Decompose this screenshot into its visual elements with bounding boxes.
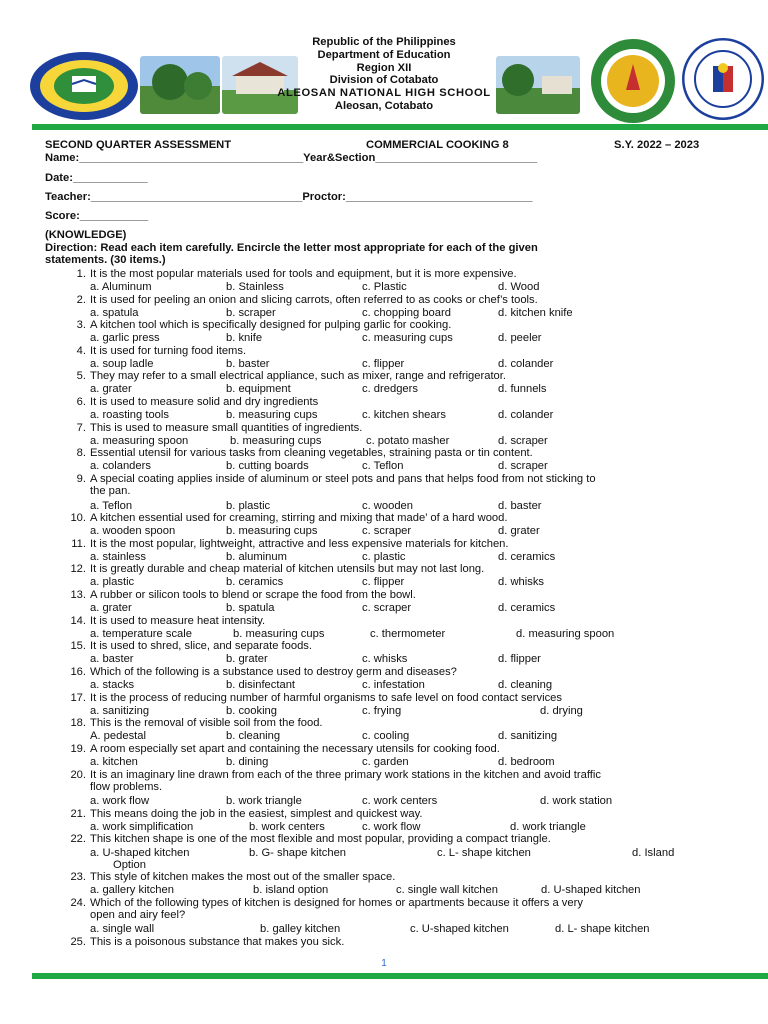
question-text: It is the process of reducing number of harmful organisms to safe level on food contact services [90,692,562,704]
answer-option[interactable]: d. ceramics [498,602,556,614]
answer-option[interactable]: d. funnels [498,383,547,395]
answer-option[interactable]: a. stacks [90,679,135,691]
question-text: It is used for turning food items. [90,345,247,357]
footer-divider [32,973,768,979]
answer-option-continued: Option [113,859,146,871]
page-number: 1 [381,958,387,969]
question-text: A room especially set apart and containing the necessary utensils for cooking food. [90,743,500,755]
answer-option[interactable]: c. dredgers [362,383,418,395]
question-text: A special coating applies inside of aluminum or steel pots and pans that helps food from not sticking to [90,473,596,485]
answer-option[interactable]: a. U-shaped kitchen [90,847,190,859]
date-field[interactable]: Date:____________ [45,172,148,184]
answer-option[interactable]: c. frying [362,705,402,717]
answer-option[interactable]: d. colander [498,358,554,370]
question-number: 10. [70,512,86,524]
question-text: It is used to shred, slice, and separate foods. [90,640,313,652]
answer-option[interactable]: d. cleaning [498,679,553,691]
answer-option[interactable]: c. whisks [362,653,408,665]
question-text: It is used for peeling an onion and slicing carrots, often referred to as cooks or chef’s tools. [90,294,538,306]
answer-option[interactable]: c. wooden [362,500,413,512]
answer-option[interactable]: a. spatula [90,307,139,319]
answer-option[interactable]: c. flipper [362,358,405,370]
answer-option[interactable]: c. garden [362,756,409,768]
question-text: This means doing the job in the easiest, simplest and quickest way. [90,808,423,820]
answer-option[interactable]: d. colander [498,409,554,421]
answer-option[interactable]: a. kitchen [90,756,138,768]
answer-option[interactable]: d. work triangle [510,821,586,833]
header-line-address: Aleosan, Cotabato [334,99,434,112]
answer-option[interactable]: c. scraper [362,525,412,537]
question-text: A kitchen tool which is specifically designed for pulping garlic for cooking. [90,319,452,331]
question-text-continued: the pan. [90,485,131,497]
answer-option[interactable]: a. garlic press [90,332,160,344]
answer-option[interactable]: a. baster [90,653,134,665]
answer-option[interactable]: a. colanders [90,460,151,472]
answer-option[interactable]: b. ceramics [226,576,284,588]
answer-option[interactable]: b. work centers [249,821,325,833]
question-text-continued: flow problems. [90,781,163,793]
question-text: This kitchen shape is one of the most flexible and most popular, providing a compact triangle. [90,833,551,845]
question-text: It is an imaginary line drawn from each of the three primary work stations in the kitchen and avoid traffic [90,769,601,781]
question-number: 7. [76,422,86,434]
answer-option[interactable]: b. aluminum [226,551,287,563]
answer-option[interactable]: d. scraper [498,460,548,472]
question-text: A kitchen essential used for creaming, stirring and mixing that made’ of a hard wood. [90,512,508,524]
question-text: Which of the following is a substance used to destroy germ and diseases? [90,666,457,678]
answer-option[interactable]: b. cooking [226,705,277,717]
answer-option[interactable]: b. measuring cups [226,525,318,537]
question-number: 23. [70,871,86,883]
answer-option[interactable]: d. Wood [498,281,540,293]
answer-option[interactable]: c. L- shape kitchen [437,847,531,859]
answer-option[interactable]: a. measuring spoon [90,435,189,447]
answer-option[interactable]: c. plastic [362,551,406,563]
question-number: 5. [76,370,86,382]
question-text: This is the removal of visible soil from the food. [90,717,323,729]
answer-option[interactable]: A. pedestal [90,730,146,742]
answer-option[interactable]: b. measuring cups [230,435,322,447]
question-number: 6. [76,396,86,408]
answer-option[interactable]: d. ceramics [498,551,556,563]
header-line-region: Region XII [356,61,412,74]
answer-option[interactable]: a. Aluminum [90,281,152,293]
teacher-field[interactable]: Teacher:__________________________________Proctor:______________________________ [45,191,533,203]
section-label: (KNOWLEDGE) [45,229,127,241]
question-number: 13. [70,589,86,601]
answer-option[interactable]: c. cooling [362,730,410,742]
direction-line-1: Direction: Read each item carefully. Encircle the letter most appropriate for each of the given [45,242,538,254]
answer-option[interactable]: b. equipment [226,383,291,395]
answer-option[interactable]: d. U-shaped kitchen [541,884,641,896]
question-text: This is a poisonous substance that makes you sick. [90,936,345,948]
answer-option[interactable]: c. measuring cups [362,332,453,344]
answer-option[interactable]: c. single wall kitchen [396,884,498,896]
question-number: 18. [70,717,86,729]
answer-option[interactable]: d. whisks [498,576,545,588]
answer-option[interactable]: d. grater [498,525,540,537]
answer-option[interactable]: b. scraper [226,307,276,319]
answer-option[interactable]: d. sanitizing [498,730,558,742]
answer-option[interactable]: b. knife [226,332,263,344]
answer-option[interactable]: a. work flow [90,795,150,807]
answer-option[interactable]: c. work flow [362,821,421,833]
header-line-deped: Department of Education [317,48,451,61]
answer-option[interactable]: a. sanitizing [90,705,150,717]
question-number: 9. [76,473,86,485]
header-line-division: Division of Cotabato [329,74,439,87]
header-line-republic: Republic of the Philippines [312,36,456,48]
answer-option[interactable]: b. grater [226,653,268,665]
score-field[interactable]: Score:___________ [45,210,149,222]
question-text: Which of the following types of kitchen is designed for homes or apartments because it offers a very [90,897,583,909]
question-number: 25. [70,936,86,948]
question-number: 16. [70,666,86,678]
answer-option[interactable]: d. baster [498,500,542,512]
answer-option[interactable]: d. drying [540,705,583,717]
answer-option[interactable]: b. Stainless [226,281,284,293]
answer-option[interactable]: b. G- shape kitchen [249,847,347,859]
question-number: 14. [70,615,86,627]
answer-option[interactable]: d. peeler [498,332,542,344]
answer-option[interactable]: b. spatula [226,602,275,614]
answer-option[interactable]: c. chopping board [362,307,451,319]
answer-option[interactable]: a. stainless [90,551,146,563]
answer-option[interactable]: d. Island [632,847,675,859]
answer-option[interactable]: d. bedroom [498,756,555,768]
answer-option[interactable]: c. scraper [362,602,412,614]
direction-line-2: statements. (30 items.) [45,254,166,266]
answer-option[interactable]: a. Teflon [90,500,133,512]
question-number: 15. [70,640,86,652]
subject-title: COMMERCIAL COOKING 8 [366,139,509,151]
question-number: 8. [76,447,86,459]
question-number: 12. [70,563,86,575]
question-number: 22. [70,833,86,845]
answer-option[interactable]: c. potato masher [366,435,450,447]
question-number: 11. [71,538,86,550]
question-text: It is used to measure solid and dry ingredients [90,396,319,408]
answer-option[interactable]: c. flipper [362,576,405,588]
question-text: It is greatly durable and cheap material of kitchen utensils but may not last long. [90,563,485,575]
question-number: 3. [76,319,86,331]
question-text: A rubber or silicon tools to blend or scrape the food from the bowl. [90,589,416,601]
question-text: This is used to measure small quantities of ingredients. [90,422,363,434]
answer-option[interactable]: b. measuring cups [233,628,325,640]
answer-option[interactable]: a. single wall [90,923,155,935]
answer-option[interactable]: b. island option [253,884,329,896]
answer-option[interactable]: a. plastic [90,576,135,588]
answer-option[interactable]: d. L- shape kitchen [555,923,650,935]
question-number: 17. [70,692,86,704]
answer-option[interactable]: a. gallery kitchen [90,884,174,896]
letterhead [0,36,768,113]
question-text: Essential utensil for various tasks from cleaning vegetables, straining pasta or tin content. [90,447,533,459]
answer-option[interactable]: b. plastic [226,500,271,512]
answer-option[interactable]: b. galley kitchen [260,923,341,935]
answer-option[interactable]: a. work simplification [90,821,194,833]
header-divider [32,124,768,130]
answer-option[interactable]: b. cleaning [226,730,281,742]
assessment-title: SECOND QUARTER ASSESSMENT [45,139,232,151]
answer-option[interactable]: b. baster [226,358,270,370]
answer-option[interactable]: c. thermometer [370,628,446,640]
answer-option[interactable]: b. dining [226,756,269,768]
answer-option[interactable]: d. work station [540,795,613,807]
answer-option[interactable]: a. wooden spoon [90,525,176,537]
question-number: 2. [76,294,86,306]
question-text: It is used to measure heat intensity. [90,615,266,627]
question-number: 24. [70,897,86,909]
name-field[interactable]: Name:____________________________________Year&Section__________________________ [45,152,538,164]
answer-option[interactable]: c. work centers [362,795,438,807]
school-year: S.Y. 2022 – 2023 [614,139,700,151]
answer-option[interactable]: d. scraper [498,435,548,447]
question-text: It is the most popular, lightweight, attractive and less expensive materials for kitchen. [90,538,509,550]
question-number: 4. [76,345,86,357]
answer-option[interactable]: b. work triangle [226,795,302,807]
answer-option[interactable]: d. kitchen knife [498,307,573,319]
question-text: They may refer to a small electrical appliance, such as mixer, range and refrigerator. [90,370,506,382]
question-number: 19. [70,743,86,755]
question-number: 21. [70,808,86,820]
answer-option[interactable]: a. grater [90,602,132,614]
question-number: 1. [76,268,86,280]
answer-option[interactable]: c. Plastic [362,281,407,293]
answer-option[interactable]: b. disinfectant [226,679,296,691]
answer-option[interactable]: c. U-shaped kitchen [410,923,509,935]
answer-option[interactable]: c. Teflon [362,460,404,472]
answer-option[interactable]: d. measuring spoon [516,628,615,640]
answer-option[interactable]: b. measuring cups [226,409,318,421]
header-line-school: ALEOSAN NATIONAL HIGH SCHOOL [277,87,491,100]
answer-option[interactable]: a. grater [90,383,132,395]
answer-option[interactable]: a. temperature scale [90,628,192,640]
answer-option[interactable]: b. cutting boards [226,460,309,472]
answer-option[interactable]: a. roasting tools [90,409,169,421]
question-text: It is the most popular materials used for tools and equipment, but it is more expensive. [90,268,517,280]
answer-option[interactable]: c. infestation [362,679,425,691]
question-text: This style of kitchen makes the most out of the smaller space. [90,871,396,883]
answer-option[interactable]: c. kitchen shears [362,409,446,421]
answer-option[interactable]: a. soup ladle [90,358,154,370]
answer-option[interactable]: d. flipper [498,653,541,665]
question-number: 20. [70,769,86,781]
question-text-continued: open and airy feel? [90,909,186,921]
